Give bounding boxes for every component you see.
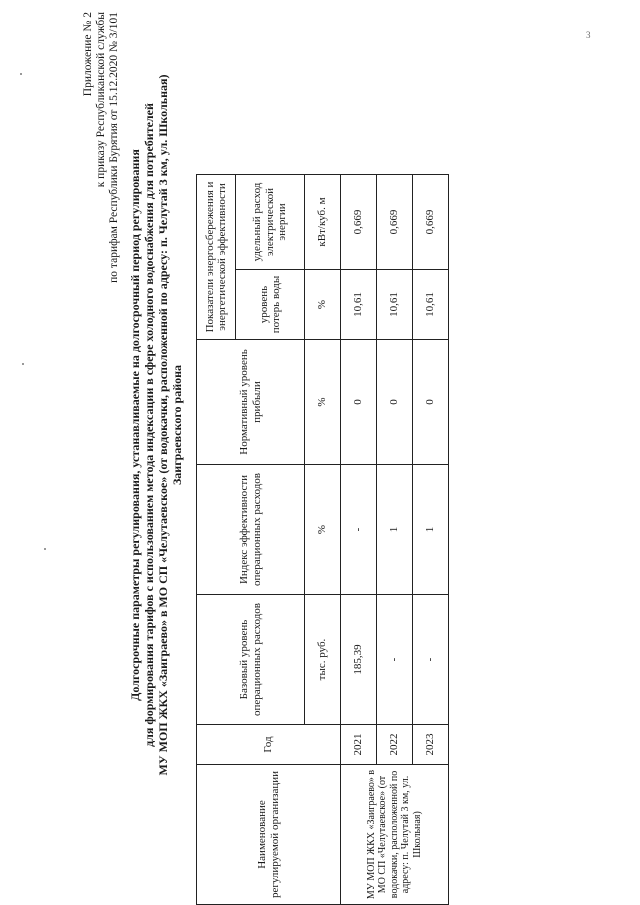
cell-power: 0,669 [413, 175, 449, 270]
title-line: Долгосрочные параметры регулирования, устанавливаемые на долгосрочный период регулирования [128, 149, 142, 701]
parameters-table [196, 174, 449, 905]
header-org: Наименование регулируемой организации [197, 765, 341, 905]
cell-base: - [413, 595, 449, 725]
scan-speck [22, 363, 24, 365]
title-line: для формирования тарифов с использованием метода индексации в сфере холодного водоснабжения для потребителей [142, 103, 156, 747]
table-row [341, 175, 377, 905]
header-energy: Показатели энергосбережения и энергетической эффективности [197, 175, 236, 340]
unit-index: % [305, 465, 341, 595]
header-base: Базовый уровень операционных расходов [197, 595, 305, 725]
cell-loss: 10,61 [413, 270, 449, 340]
page-number: 3 [586, 30, 591, 40]
cell-index: 1 [377, 465, 413, 595]
org-name: МУ МОП ЖКХ «Заиграево» в МО СП «Челутаевское» (от водокачки, расположенной по адресу: п. Челутай 3 км, ул. Школьная) [341, 765, 449, 905]
cell-index: 1 [413, 465, 449, 595]
unit-power: кВт/куб. м [305, 175, 341, 270]
cell-profit: 0 [413, 340, 449, 465]
cell-base: - [377, 595, 413, 725]
cell-year: 2022 [377, 725, 413, 765]
header-loss: уровень потерь воды [236, 270, 305, 340]
header-profit: Нормативный уровень прибыли [197, 340, 305, 465]
title-line: МУ МОП ЖКХ «Заиграево» в МО СП «Челутаевское» (от водокачки, расположенной по адресу: п. Челутай 3 км, ул. Школьная) [156, 74, 170, 776]
unit-base: тыс. руб. [305, 595, 341, 725]
unit-profit: % [305, 340, 341, 465]
cell-base: 185,39 [341, 595, 377, 725]
cell-power: 0,669 [377, 175, 413, 270]
cell-index: - [341, 465, 377, 595]
title-line: Заиграевского района [170, 364, 184, 486]
cell-profit: 0 [377, 340, 413, 465]
document-title [128, 65, 184, 785]
unit-loss: % [305, 270, 341, 340]
cell-loss: 10,61 [341, 270, 377, 340]
header-index: Индекс эффективности операционных расходов [197, 465, 305, 595]
cell-power: 0,669 [341, 175, 377, 270]
scan-speck [20, 73, 22, 75]
cell-loss: 10,61 [377, 270, 413, 340]
cell-year: 2021 [341, 725, 377, 765]
annex-header [82, 12, 121, 283]
scan-speck [44, 548, 46, 550]
header-year: Год [197, 725, 341, 765]
annex-line: Приложение № 2 [82, 12, 94, 97]
cell-year: 2023 [413, 725, 449, 765]
annex-line: к приказу Республиканской службы [95, 12, 107, 188]
cell-profit: 0 [341, 340, 377, 465]
annex-line: по тарифам Республики Бурятия от 15.12.2020 № 3/101 [108, 12, 120, 283]
header-power: удельный расход электрической энергии [236, 175, 305, 270]
